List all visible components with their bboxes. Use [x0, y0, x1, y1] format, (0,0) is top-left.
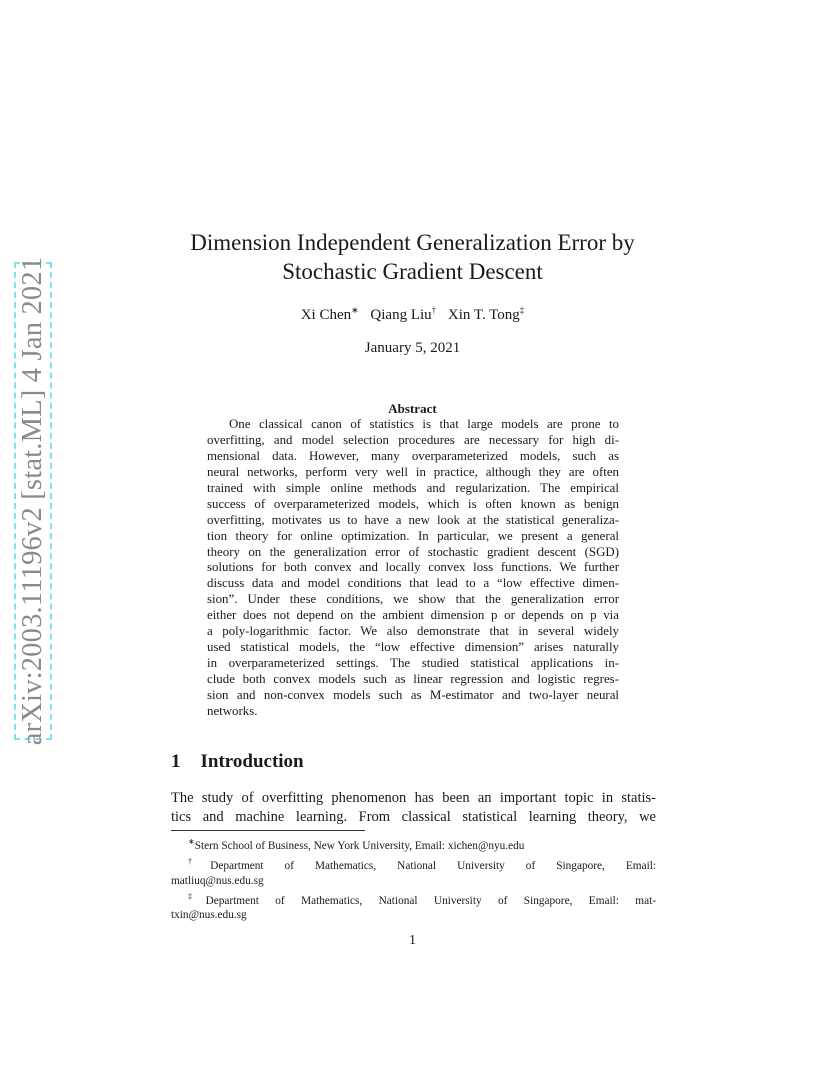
- footnote: [171, 834, 656, 854]
- intro-paragraph: [171, 789, 656, 827]
- author-mark: ∗: [351, 305, 359, 315]
- footnote-line: matliuq@nus.edu.sg: [171, 874, 264, 887]
- abstract-line: solutions for both convex and locally convex loss functions. We further: [207, 560, 619, 575]
- footnote-line: [171, 854, 656, 874]
- arxiv-stamp: [14, 256, 52, 746]
- abstract-line: overfitting, and model selection procedures are necessary for high di-: [207, 432, 619, 447]
- abstract-line: sion”. Under these conditions, we show that the generalization error: [207, 592, 619, 607]
- abstract-line: neural networks, perform very well in practice, although they are often: [207, 464, 619, 479]
- footnote-text: Stern School of Business, New York University, Email: xichen@nyu.edu: [194, 839, 525, 852]
- abstract-line: sion and non-convex models such as M-estimator and two-layer neural: [207, 687, 619, 702]
- title-line: Stochastic Gradient Descent: [282, 259, 543, 284]
- abstract-line: either does not depend on the ambient dimension p or depends on p via: [207, 608, 619, 623]
- abstract-line: mensional data. However, many overparameterized models, such as: [207, 448, 619, 463]
- author-list: [140, 305, 685, 324]
- title-line: Dimension Independent Generalization Error by: [190, 230, 635, 255]
- abstract-line: success of overparameterized models, which is often known as benign: [207, 496, 619, 511]
- abstract-line: discuss data and model conditions that lead to a “low effective dimen-: [207, 576, 619, 591]
- footnote-text: Department of Mathematics, National University of Singapore, Email:: [210, 859, 656, 872]
- abstract-line: networks.: [207, 703, 258, 718]
- intro-line: tics and machine learning. From classical statistical learning theory, we: [171, 809, 656, 825]
- abstract-line: trained with simple online methods and regularization. The empirical: [207, 480, 619, 495]
- author-name: Qiang Liu: [370, 307, 432, 323]
- author-mark: ‡: [519, 305, 525, 315]
- abstract-line: tion theory for online optimization. In particular, we present a general: [207, 528, 619, 543]
- author-name: Xin T. Tong: [447, 307, 520, 323]
- author: [448, 307, 524, 323]
- abstract-line: clude both convex models such as linear regression and logistic regres-: [207, 672, 619, 686]
- footnote-line: [171, 889, 656, 909]
- page-number: 1: [409, 933, 416, 948]
- footnote-divider: [171, 830, 365, 831]
- footnote-mark: ∗: [188, 837, 195, 846]
- abstract-body: [207, 417, 619, 720]
- footnote-mark: ‡: [188, 891, 206, 901]
- abstract-heading: Abstract: [388, 401, 437, 416]
- author-mark: †: [431, 305, 437, 315]
- footnote-line: [171, 834, 656, 854]
- author: [301, 307, 359, 323]
- abstract-line: a poly-logarithmic factor. We also demonstrate that in several widely: [207, 624, 619, 639]
- intro-line: The study of overfitting phenomenon has been an important topic in statis-: [171, 790, 656, 806]
- footnote-line: txin@nus.edu.sg: [171, 909, 247, 922]
- section-heading: [171, 751, 304, 773]
- paper-date: January 5, 2021: [364, 340, 461, 356]
- abstract-line: in overparameterized settings. The studied statistical applications in-: [207, 656, 619, 671]
- abstract-line: overfitting, motivates us to have a new look at the statistical generaliza-: [207, 512, 619, 527]
- footnote-text: Department of Mathematics, National University of Singapore, Email: mat-: [205, 894, 657, 907]
- author-name: Xi Chen: [300, 307, 352, 323]
- footnote-mark: †: [188, 856, 211, 866]
- footnote: [171, 889, 656, 924]
- abstract-line: used statistical models, the “low effective dimension” arises naturally: [207, 640, 619, 655]
- footnotes: [171, 834, 656, 923]
- footnote: [171, 854, 656, 889]
- abstract-line: theory on the generalization error of stochastic gradient descent (SGD): [207, 544, 619, 559]
- paper-title: [140, 228, 685, 286]
- author: [370, 307, 436, 323]
- arxiv-identifier: arXiv:2003.11196v2 [stat.ML] 4 Jan 2021: [17, 256, 48, 746]
- section-title: Introduction: [200, 751, 304, 772]
- abstract-line: One classical canon of statistics is that large models are prone to: [229, 417, 619, 431]
- section-number: 1: [171, 751, 181, 772]
